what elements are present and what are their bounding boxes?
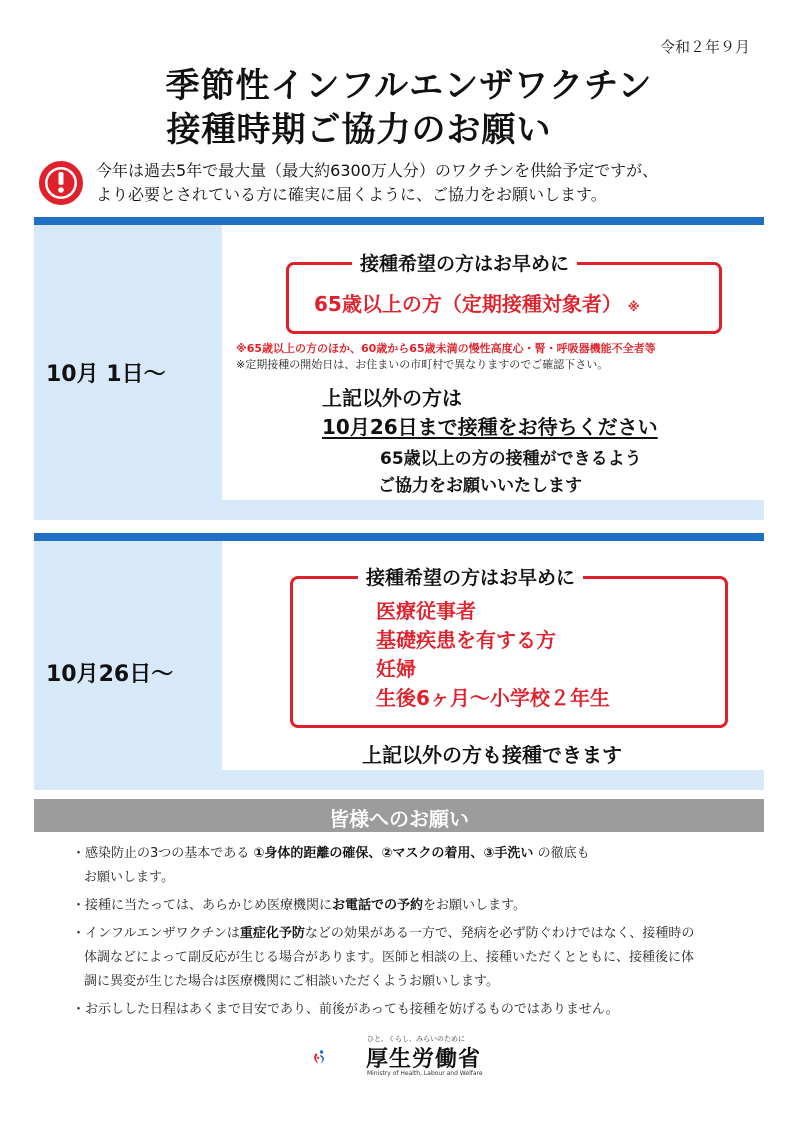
section-1-others-1: 上記以外の方は: [322, 386, 462, 410]
request-item-3: [72, 922, 752, 994]
section-1-target-text: 65歳以上の方（定期接種対象者）: [314, 292, 622, 316]
section-1-target: [314, 288, 640, 317]
exclamation-icon: [38, 160, 84, 206]
request-1-bold: ①身体的距離の確保、②マスクの着用、③手洗い: [253, 846, 534, 861]
section-2-target-3: 妊婦: [376, 657, 416, 681]
request-2-bold: お電話での予約: [332, 898, 424, 913]
section-1-date: 10月 1日～: [46, 362, 166, 387]
request-3-bold: 重症化予防: [239, 926, 305, 941]
request-2-text: ・接種に当たっては、あらかじめ医療機関に: [72, 898, 333, 913]
request-1-line-2: お願いします。: [84, 870, 174, 885]
issue-date: 令和２年９月: [659, 38, 750, 56]
section-1-note: ※定期接種の開始日は、お住まいの市町村で異なりますのでご確認下さい。: [236, 358, 609, 371]
request-item-4: ・お示しした日程はあくまで目安であり、前後があっても接種を妨げるものではありません。: [72, 1002, 619, 1017]
requests-header: [34, 799, 764, 832]
section-2-target-2: 基礎疾患を有する方: [376, 628, 556, 652]
title-line-1: 季節性インフルエンザワクチン: [165, 66, 653, 106]
logo-name: 厚生労働省: [366, 1047, 482, 1072]
intro-line-2: より必要とされている方に確実に届くように、ご協力をお願いします。: [96, 185, 607, 204]
request-3-line-3: 調に異変が生じた場合は医療機関にご相談いただくようお願いします。: [84, 974, 499, 989]
request-2-tail: をお願いします。: [423, 898, 526, 913]
section-1-box-title: 接種希望の方はお早めに: [352, 249, 577, 276]
request-3-text: ・インフルエンザワクチンは: [72, 926, 240, 941]
section-1-others-2: 10月26日まで接種をお待ちください: [322, 415, 658, 439]
section-2-others: 上記以外の方も接種できます: [362, 743, 622, 767]
request-item-2: [72, 894, 752, 918]
request-item-1: [72, 842, 752, 890]
section-1-others-4: ご協力をお願いいたします: [378, 476, 582, 496]
logo-tagline: ひと、くらし、みらいのために: [367, 1035, 465, 1043]
request-3-line-2: 体調などによって副反応が生じる場合があります。医師と相談の上、接種いただくとともに、接種後に体: [84, 950, 694, 965]
section-2-divider: [34, 533, 764, 541]
section-1-note-red: ※65歳以上の方のほか、60歳から65歳未満の慢性高度心・腎・呼吸器機能不全者等: [236, 342, 656, 355]
title-line-2: 接種時期ご協力のお願い: [166, 110, 552, 150]
request-3-tail: などの効果がある一方で、発病を必ず防ぐわけではなく、接種時の: [304, 926, 695, 941]
intro-text: [96, 159, 658, 207]
section-1-others-3: 65歳以上の方の接種ができるよう: [380, 449, 642, 469]
logo-english: Ministry of Health, Labour and Welfare: [367, 1070, 483, 1077]
intro-line-1: 今年は過去5年で最大量（最大約6300万人分）のワクチンを供給予定ですが、: [96, 161, 659, 180]
section-2-target-list: [376, 597, 610, 713]
requests-list: [72, 842, 752, 1026]
section-1-target-mark: ※: [627, 300, 640, 314]
section-2-target-4: 生後6ヶ月～小学校２年生: [376, 686, 610, 710]
section-2-date: 10月26日～: [46, 662, 174, 687]
request-1-text: ・感染防止の3つの基本である: [72, 846, 254, 861]
section-2-box-title: 接種希望の方はお早めに: [358, 563, 583, 590]
requests-title: 皆様へのお願い: [329, 807, 469, 831]
request-1-tail: の徹底も: [533, 846, 590, 861]
section-1-divider: [34, 217, 764, 225]
mhlw-logo-icon: [312, 1030, 368, 1084]
section-2-target-1: 医療従事者: [376, 599, 476, 623]
